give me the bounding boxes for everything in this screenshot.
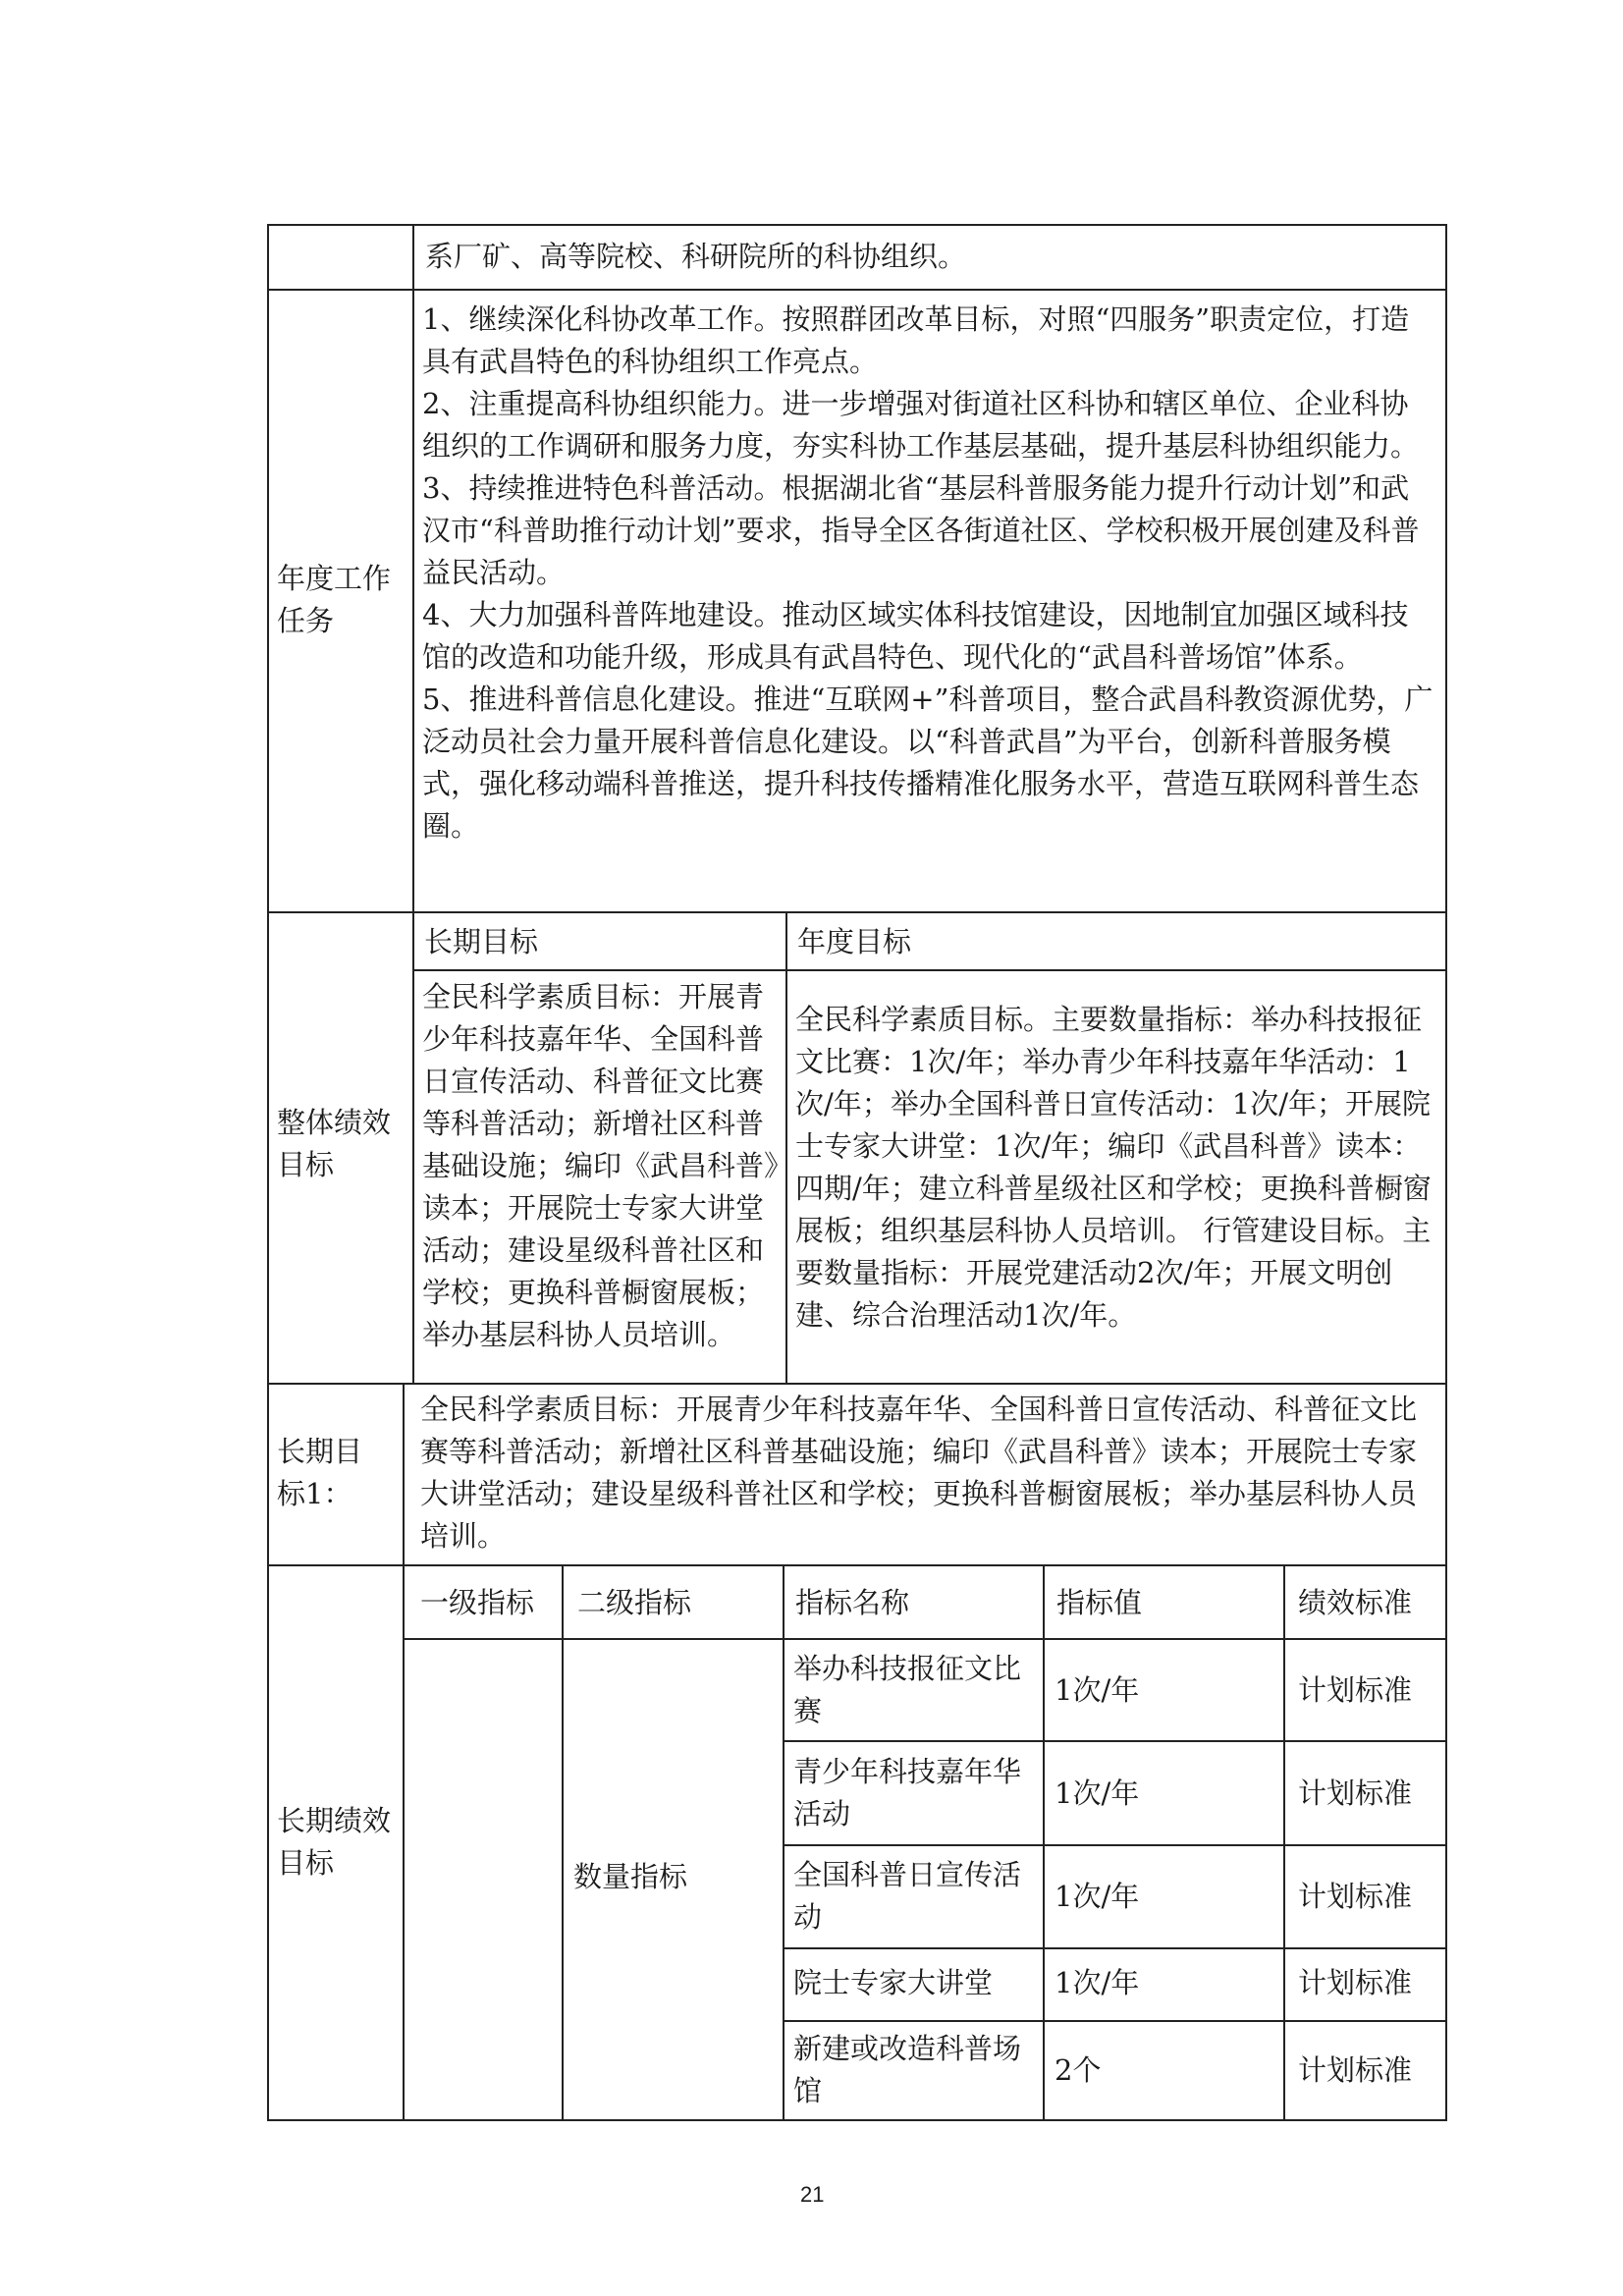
long-term-header: 长期目标 <box>424 925 539 958</box>
col-divider <box>785 911 787 1384</box>
header-level2: 二级指标 <box>577 1586 692 1619</box>
annual-tasks-list <box>422 299 1435 847</box>
col-divider <box>1283 1564 1285 2121</box>
indicator-value: 1次/年 <box>1055 1673 1140 1707</box>
header-level1: 一级指标 <box>420 1586 535 1619</box>
row-divider <box>267 1383 1447 1385</box>
row-divider <box>267 911 1447 913</box>
col-divider <box>1043 1564 1045 2121</box>
indicator-name: 全国科普日宣传活动 <box>793 1858 1022 1934</box>
row-divider <box>783 2020 1447 2022</box>
indicator-name: 举办科技报征文比赛 <box>793 1652 1022 1727</box>
header-standard: 绩效标准 <box>1298 1586 1413 1619</box>
performance-label: 长期绩效目标 <box>277 1804 392 1880</box>
level2-cell: 数量指标 <box>573 1860 688 1893</box>
annual-tasks-label: 年度工作任务 <box>277 562 392 637</box>
long-term-goal-label: 长期目标1： <box>277 1435 363 1510</box>
indicator-standard: 计划标准 <box>1298 1966 1413 1999</box>
row0-content: 系厂矿、高等院校、科研院所的科协组织。 <box>425 240 967 273</box>
annual-text: 全民科学素质目标。主要数量指标：举办科技报征文比赛：1次/年；举办青少年科技嘉年华活动：1次/年；举办全国科普日宣传活动：1次/年；开展院士专家大讲堂：1次/年；编印《武昌科普》读本：四期/年；建立科普星级社区和学校；更换科普橱窗展板；组织基层科协人员培训。 行管建设目标。主要数量指标：开展党建活动2次/年；开展文明创建、综合治理活动1次/年。 <box>795 1003 1432 1332</box>
long-term-text: 全民科学素质目标：开展青少年科技嘉年华、全国科普日宣传活动、科普征文比赛等科普活动；新增社区科普基础设施；编印《武昌科普》读本；开展院士专家大讲堂活动；建设星级科普社区和学校；更换科普橱窗展板；举办基层科协人员培训。 <box>422 980 779 1351</box>
indicator-name: 院士专家大讲堂 <box>793 1966 994 1999</box>
task-item: 1、继续深化科协改革工作。按照群团改革目标，对照“四服务”职责定位，打造具有武昌特色的科协组织工作亮点。 <box>422 302 1410 378</box>
indicator-standard: 计划标准 <box>1298 1777 1413 1810</box>
row-divider <box>783 1844 1447 1846</box>
indicator-value: 1次/年 <box>1055 1966 1140 1999</box>
col-divider <box>783 1564 784 2121</box>
row-divider <box>267 289 1447 291</box>
indicator-value: 2个 <box>1055 2053 1102 2087</box>
col-divider <box>403 1383 405 2121</box>
task-item: 3、持续推进特色科普活动。根据湖北省“基层科普服务能力提升行动计划”和武汉市“科普助推行动计划”要求，指导全区各街道社区、学校积极开展创建及科普益民活动。 <box>422 471 1420 589</box>
indicator-name: 新建或改造科普场馆 <box>793 2032 1022 2107</box>
indicator-standard: 计划标准 <box>1298 1673 1413 1707</box>
header-value: 指标值 <box>1056 1586 1143 1619</box>
row-divider <box>783 1740 1447 1742</box>
long-term-goal-text: 全民科学素质目标：开展青少年科技嘉年华、全国科普日宣传活动、科普征文比赛等科普活动；新增社区科普基础设施；编印《武昌科普》读本；开展院士专家大讲堂活动；建设星级科普社区和学校；更换科普橱窗展板；举办基层科协人员培训。 <box>420 1393 1418 1553</box>
page-number: 21 <box>800 2182 825 2207</box>
annual-header: 年度目标 <box>797 925 912 958</box>
indicator-standard: 计划标准 <box>1298 1880 1413 1913</box>
indicator-value: 1次/年 <box>1055 1777 1140 1810</box>
indicator-standard: 计划标准 <box>1298 2053 1413 2087</box>
col-divider <box>412 224 414 1384</box>
task-item: 4、大力加强科普阵地建设。推动区域实体科技馆建设，因地制宜加强区域科技馆的改造和功能升级，形成具有武昌特色、现代化的“武昌科普场馆”体系。 <box>422 598 1409 674</box>
overall-label: 整体绩效目标 <box>277 1106 392 1181</box>
indicator-name: 青少年科技嘉年华活动 <box>793 1755 1022 1831</box>
col-divider <box>562 1564 564 2121</box>
row-divider <box>267 1564 1447 1566</box>
row-divider <box>403 1638 1447 1640</box>
header-name: 指标名称 <box>795 1586 910 1619</box>
indicator-value: 1次/年 <box>1055 1880 1140 1913</box>
task-item: 2、注重提高科协组织能力。进一步增强对街道社区科协和辖区单位、企业科协组织的工作调研和服务力度，夯实科协工作基层基础，提升基层科协组织能力。 <box>422 387 1420 463</box>
task-item: 5、推进科普信息化建设。推进“互联网+”科普项目，整合武昌科教资源优势，广泛动员社会力量开展科普信息化建设。以“科普武昌”为平台，创新科普服务模式，强化移动端科普推送，提升科技传播精准化服务水平，营造互联网科普生态圈。 <box>422 683 1434 843</box>
row-divider <box>783 1947 1447 1949</box>
row-divider <box>412 969 1447 971</box>
